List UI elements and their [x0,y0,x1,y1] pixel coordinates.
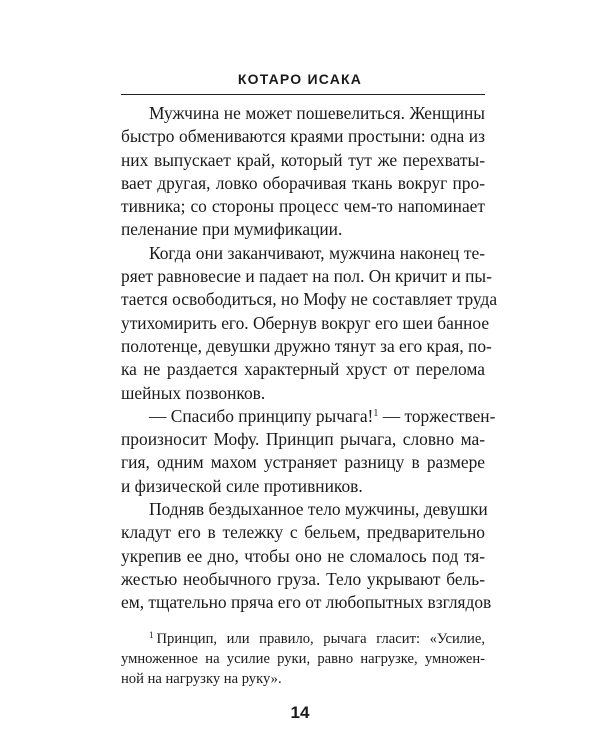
footnote [121,630,485,689]
text-line: быстро обмениваются краями простыни: одна из [121,126,485,147]
footnote-mark: 1 [149,630,154,640]
footnote-reference[interactable]: 1 [373,407,379,419]
text-line: Подняв бездыханное тело мужчины, девушки [149,499,488,520]
dialogue-tail: — торжествен- [378,405,496,426]
paragraph [121,498,492,614]
text-line: утихомирить его. Обернув вокруг его шеи банное [121,312,490,333]
text-line: и физической силе противников. [121,475,363,496]
text-line: вает другая, ловко оборачивая ткань вокруг про- [121,172,485,193]
text-line: тивника; со стороны процесс чем-то напоминает [121,196,485,217]
text-line: Мужчина не может пошевелиться. Женщины [149,103,485,123]
text-line: укрепив ее дно, чтобы оно не сломалось под тя- [121,545,485,566]
text-line: кладут его в тележку с бельем, предварительно [121,522,485,543]
paragraph [121,102,485,242]
text-line: ем, тщательно пряча его от любопытных взглядов [121,592,492,613]
paragraph [121,405,496,498]
text-line: ка не раздается характерный хруст от перелома [121,359,485,380]
text-line [121,405,496,428]
text-line: гия, одним махом устраняет разницу в размере [121,452,485,473]
footnote-line [121,630,485,650]
footnote-line: ной на нагрузку на руку». [121,670,282,687]
running-head: КОТАРО ИСАКА [237,71,363,87]
footnote-text: Принцип, или правило, рычага гласит: «Усилие, [156,631,485,647]
page-number: 14 [290,703,310,722]
text-line: тается освободиться, но Мофу не составляет труда [121,289,498,310]
text-line: жестью необычного груза. Тело укрывают бель- [121,568,485,589]
footnote-line: умноженное на усилие руки, равно нагрузке, умножен- [121,650,485,667]
text-line: шейных позвонков. [121,382,266,403]
text-line: пеленание при мумификации. [121,219,343,240]
text-line: произносит Мофу. Принцип рычага, словно ма- [121,429,485,450]
header-rule [121,94,485,95]
text-line: Когда они заканчивают, мужчина наконец те- [149,242,485,263]
body-text [121,102,498,615]
text-line: полотенце, девушки дружно тянут за его края, по- [121,335,492,356]
text-line: них выпускает край, который тут же перехваты- [121,149,485,170]
dialogue-text: — Спасибо принципу рычага! [149,405,374,426]
text-line: ряет равновесие и падает на пол. Он кричит и пы- [121,266,492,287]
paragraph [121,242,498,405]
